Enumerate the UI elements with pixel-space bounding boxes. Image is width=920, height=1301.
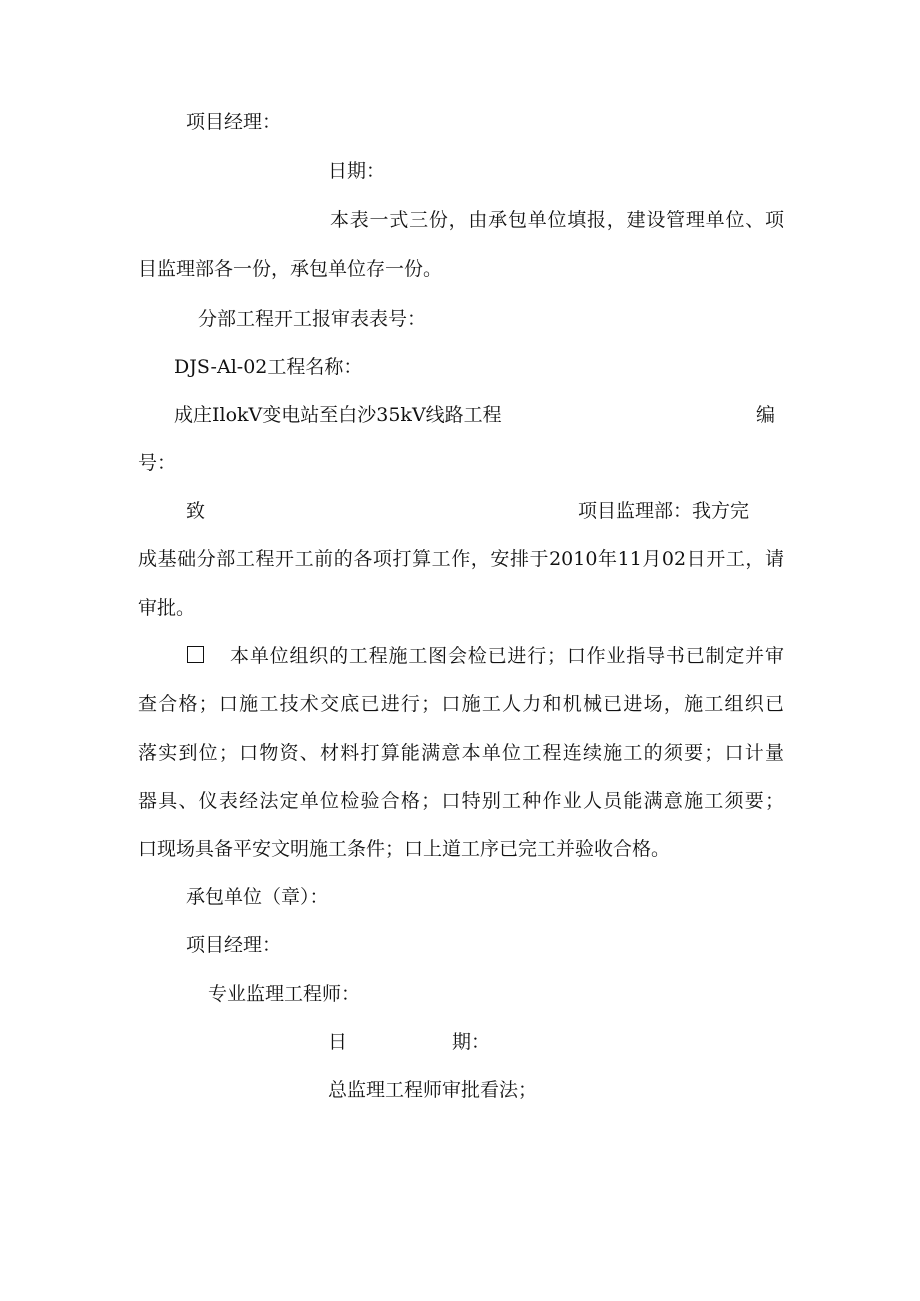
form-title: 分部工程开工报审表表号： [198, 308, 427, 330]
project-name: 成庄IlokV变电站至白沙35kV线路工程 [174, 404, 502, 426]
number-label-part2: 号： [138, 452, 177, 474]
date-char-2: 期： [452, 1031, 491, 1053]
checkbox-icon [187, 644, 204, 668]
note-line-2: 目监理部各一份，承包单位存一份。 [138, 258, 443, 280]
note-line-1: 本表一式三份，由承包单位填报，建设管理单位、项 [330, 209, 784, 231]
contractor-label: 承包单位（章）： [186, 886, 329, 908]
checklist-line-2: 查合格；口施工技术交底已进行；口施工人力和机械已进场，施工组织已 [138, 693, 784, 715]
top-date-label: 日期： [328, 160, 386, 182]
date-char-1: 日 [328, 1031, 348, 1053]
checklist-line-3: 落实到位；口物资、材料打算能满意本单位工程连续施工的须要；口计量 [138, 742, 784, 764]
chief-engineer-label: 总监理工程师审批看法； [328, 1079, 538, 1101]
supervising-engineer-label: 专业监理工程师： [208, 983, 361, 1005]
checklist-line-1: 本单位组织的工程施工图会检已进行；口作业指导书已制定并审 [230, 645, 784, 667]
checklist-line-4: 器具、仪表经法定单位检验合格；口特别工种作业人员能满意施工须要； [138, 790, 784, 812]
body-line-2: 成基础分部工程开工前的各项打算工作，安排于2010年11月02日开工，请 [138, 548, 784, 570]
to-label: 致 [186, 500, 206, 522]
top-project-manager-label: 项目经理： [186, 111, 282, 133]
project-manager-label: 项目经理： [186, 934, 282, 956]
body-line-3: 审批。 [138, 597, 196, 619]
supervision-dept-text: 项目监理部：我方完 [578, 500, 750, 522]
checklist-line-5: 口现场具备平安文明施工条件；口上道工序已完工并验收合格。 [138, 838, 671, 860]
form-code-line: DJS-Al-02工程名称： [174, 356, 363, 378]
number-label-part1: 编 [756, 404, 776, 426]
